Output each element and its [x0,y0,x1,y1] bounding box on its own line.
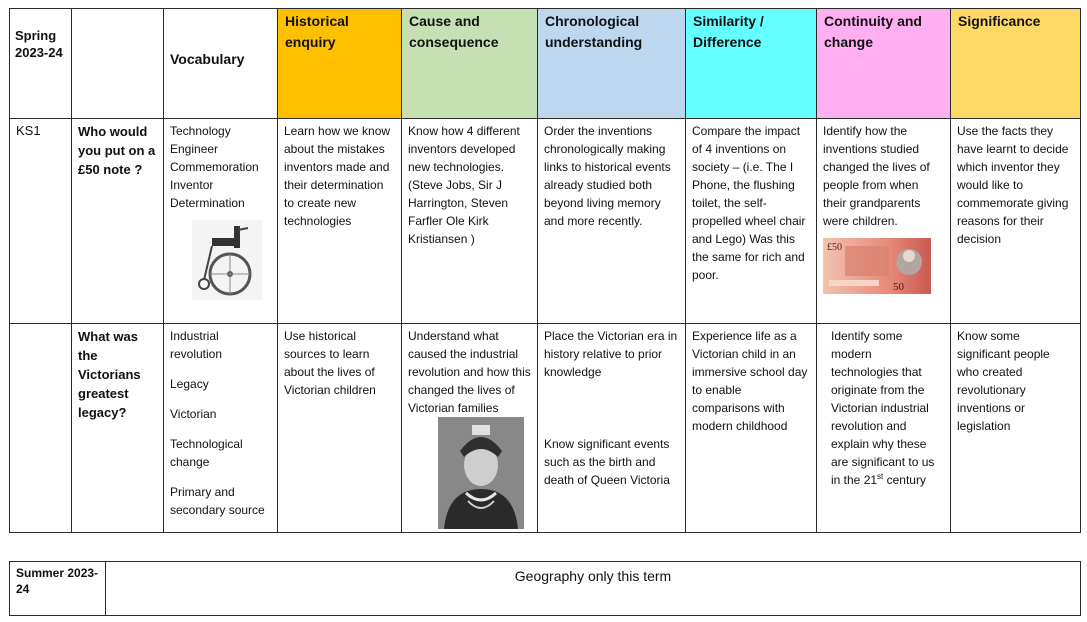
term-cell: Spring 2023-24 [10,9,72,119]
continuity-change-header: Continuity and change [817,9,951,119]
historical-enquiry-cell: Learn how we know about the mistakes inventors made and their determination to create new technologies [278,119,402,324]
header-row [10,9,1081,119]
historical-enquiry-header: Historical enquiry [278,9,402,119]
note-numeral: 50 [893,281,904,293]
table-row [10,119,1081,324]
vocab-item: Industrial revolution [170,329,223,361]
vocab-item: Determination [170,196,245,210]
chrono-text-1: Place the Victorian era in history relative to prior knowledge [544,329,678,379]
summer-row [10,562,1081,616]
summer-term-cell: Summer 2023-24 [10,562,106,616]
vocab-item: Primary and secondary source [170,485,265,517]
note-value-label: £50 [827,242,842,253]
cause-consequence-cell [402,324,538,533]
empty-header-cell [72,9,164,119]
summer-note-cell: Geography only this term [106,562,1081,616]
cause-consequence-cell: Know how 4 different inventors developed new technologies. (Steve Jobs, Sir J Harrington, Steven Farfler Ole Kirk Kristiansen ) [402,119,538,324]
significance-cell: Know some significant people who created revolutionary inventions or legislation [951,324,1081,533]
vocab-item: Technological change [170,437,243,469]
key-stage-cell: KS1 [10,119,72,324]
historical-enquiry-cell: Use historical sources to learn about the lives of Victorian children [278,324,402,533]
fifty-pound-note-image [823,238,931,294]
chrono-text-2: Know significant events such as the birth and death of Queen Victoria [544,437,670,487]
continuity-text-end: century [883,473,926,487]
vocab-item: Engineer [170,142,219,156]
wheelchair-image [192,220,262,300]
vocab-item: Legacy [170,377,209,391]
vocab-item: Technology [170,124,231,138]
similarity-difference-header: Similarity / Difference [686,9,817,119]
cause-consequence-header: Cause and consequence [402,9,538,119]
queen-victoria-portrait [438,417,524,529]
similarity-difference-cell: Experience life as a Victorian child in an immersive school day to enable comparisons with modern childhood [686,324,817,533]
vocabulary-header: Vocabulary [164,9,278,119]
continuity-change-cell [817,324,951,533]
vocab-item: Inventor [170,178,214,192]
curriculum-table [9,8,1081,533]
continuity-text: Identify some modern technologies that originate from the Victorian industrial revolution and explain why these are significant to us in the 21 [831,329,935,487]
significance-header: Significance [951,9,1081,119]
empty-stage-cell [10,324,72,533]
similarity-difference-cell: Compare the impact of 4 inventions on society – (i.e. The I Phone, the flushing toilet, the self-propelled wheel chair and Lego) Was this the same for rich and poor. [686,119,817,324]
summer-table [9,561,1081,616]
vocabulary-cell [164,324,278,533]
vocab-item: Commemoration [170,160,259,174]
enquiry-question: Who would you put on a £50 note ? [72,119,164,324]
table-row [10,324,1081,533]
vocab-item: Victorian [170,407,217,421]
ordinal-suffix: st [877,472,884,481]
enquiry-question: What was the Victorians greatest legacy? [72,324,164,533]
cause-text: Understand what caused the industrial revolution and how this changed the lives of Victorian families [408,329,531,415]
continuity-change-cell [817,119,951,324]
chronological-cell: Order the inventions chronologically making links to historical events already studied both beyond living memory and more recently. [538,119,686,324]
significance-cell: Use the facts they have learnt to decide which inventor they would like to commemorate giving reasons for their decision [951,119,1081,324]
vocabulary-cell [164,119,278,324]
chronological-cell [538,324,686,533]
continuity-text: Identify how the inventions studied changed the lives of people from when their grandparents were children. [823,124,930,228]
chronological-header: Chronological understanding [538,9,686,119]
